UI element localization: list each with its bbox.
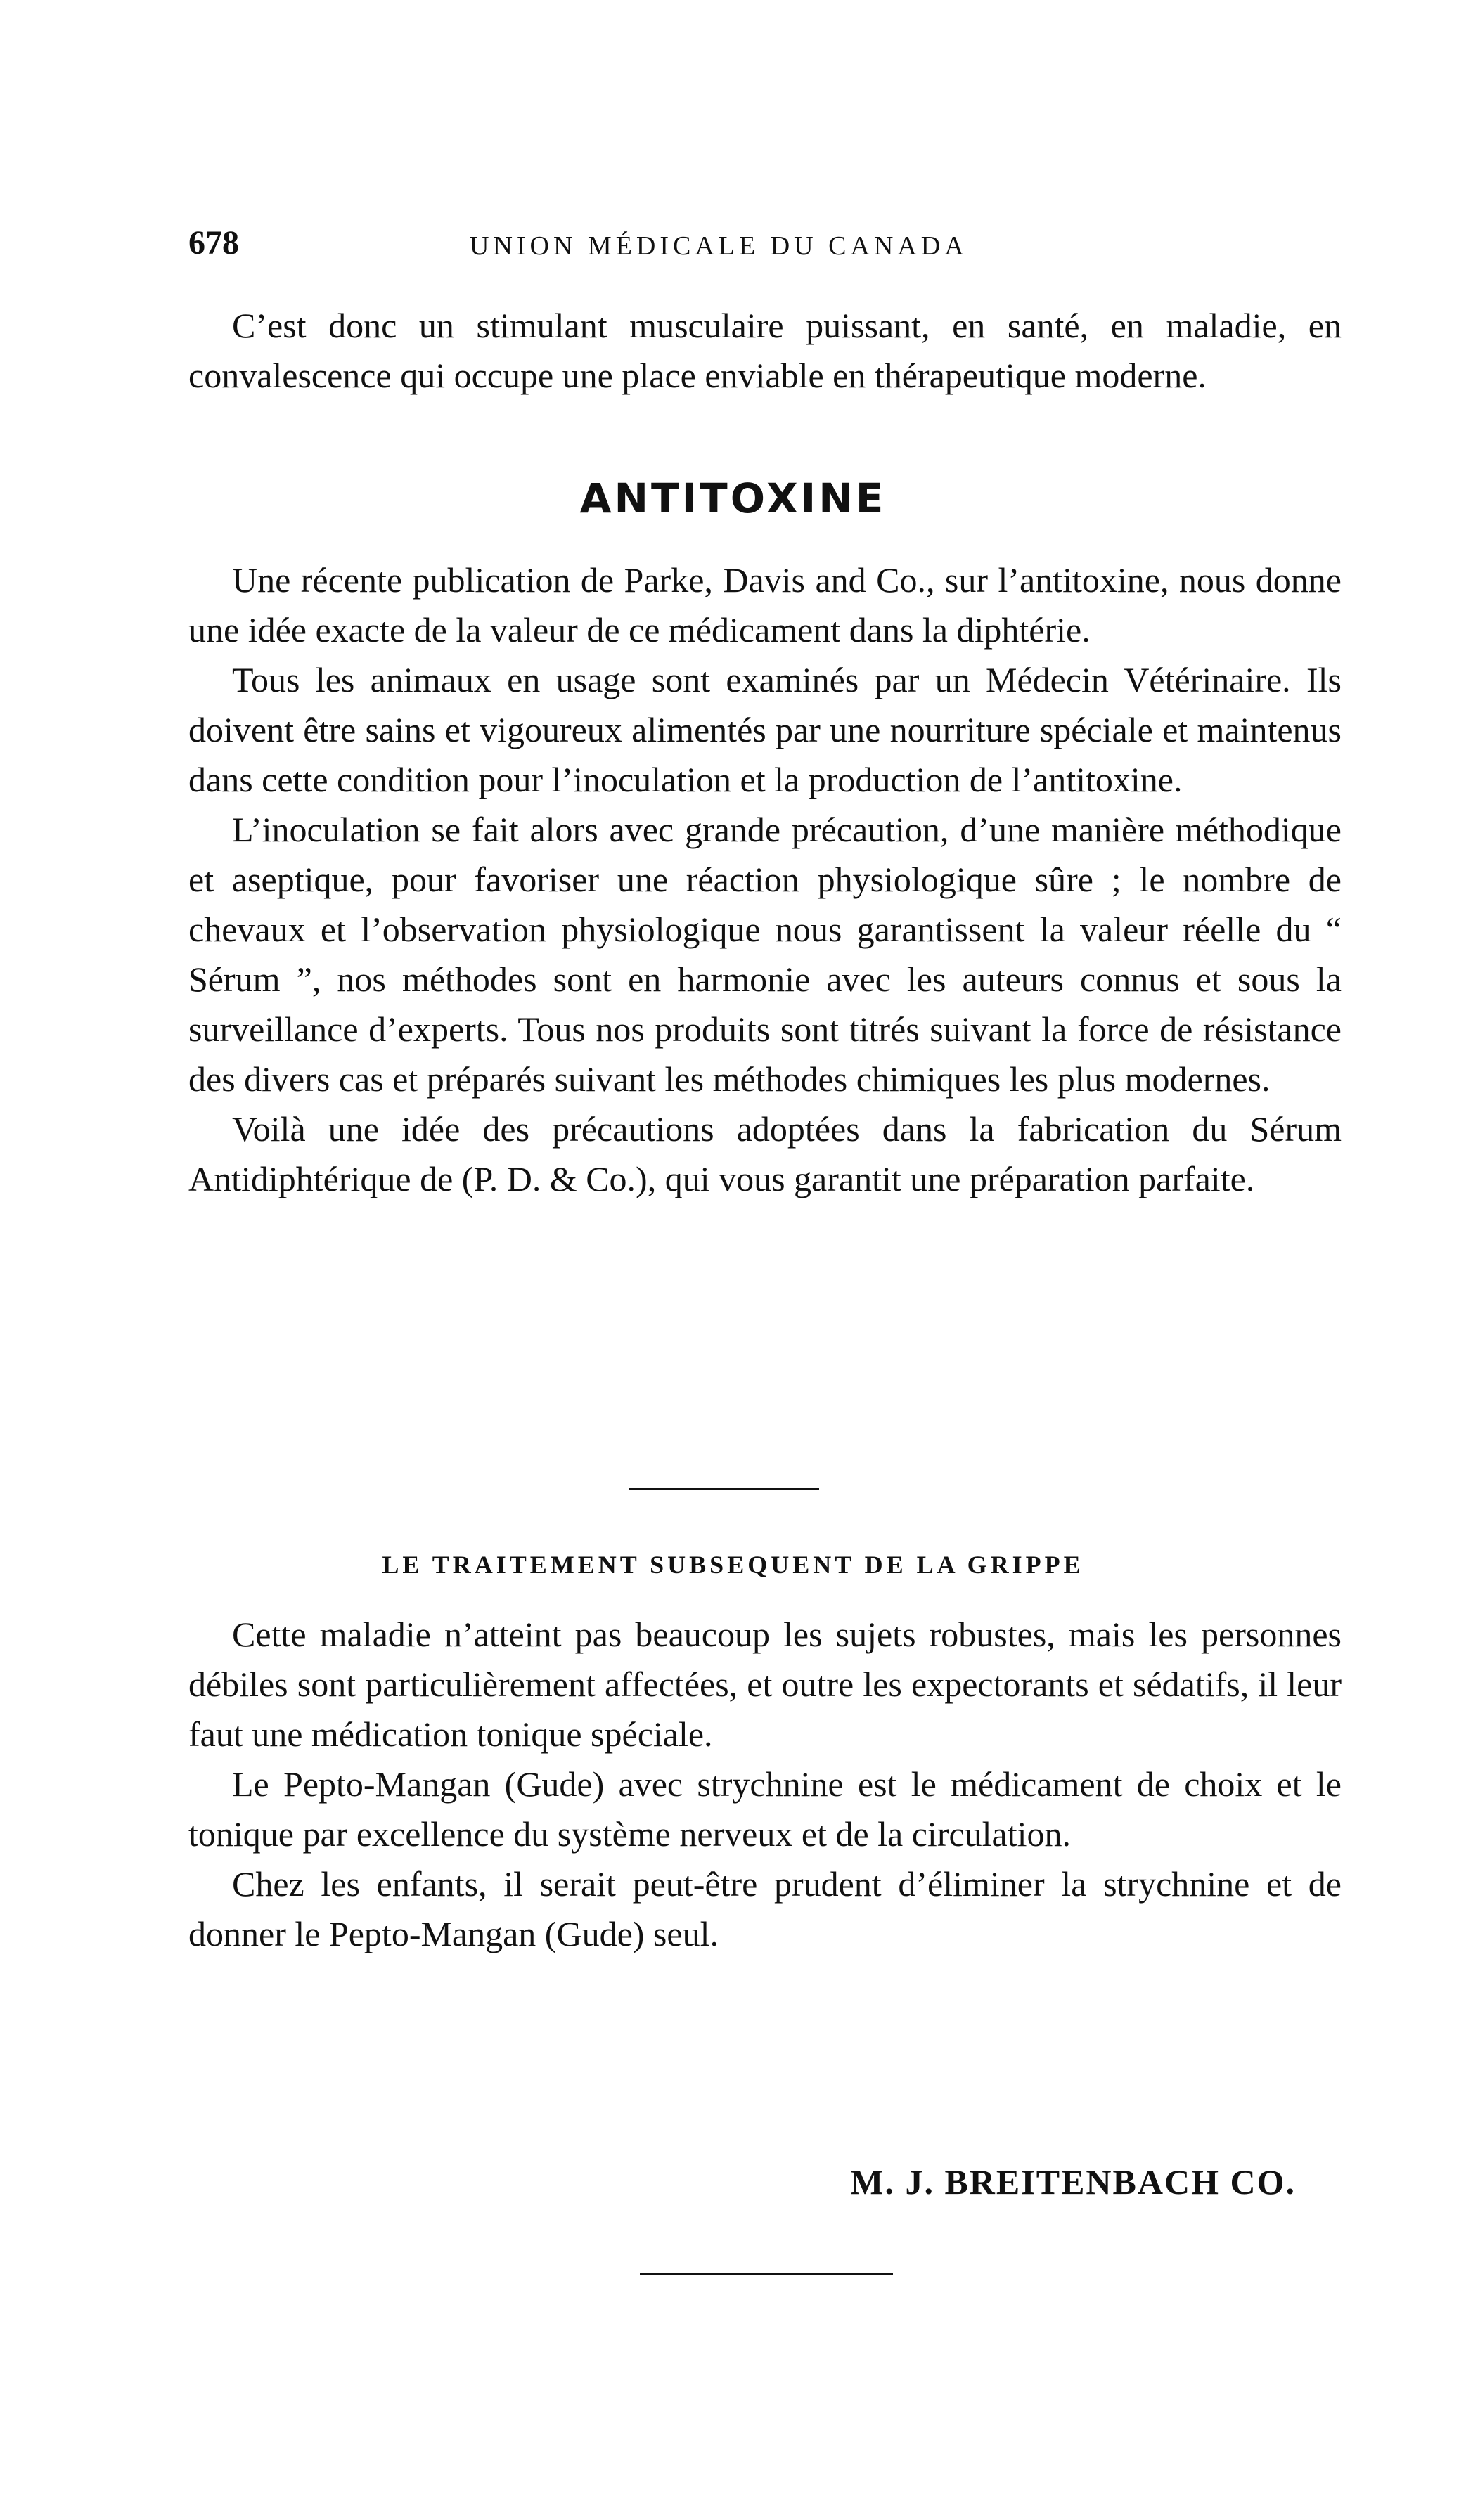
page-number: 678 [188, 224, 239, 261]
antitoxine-paragraph: Tous les animaux en usage sont examinés par un Médecin Vétérinaire. Ils doivent être sains et vigoureux alimentés par une nourriture spéciale et maintenus dans cette condition pour l’inoculation et la production de l’antitoxine. [188, 660, 1342, 799]
grippe-body [188, 1610, 1342, 1959]
section-divider [629, 1488, 819, 1490]
antitoxine-paragraph: Une récente publication de Parke, Davis and Co., sur l’antitoxine, nous donne une idée exacte de la valeur de ce médicament dans la diphtérie. [188, 560, 1342, 650]
intro-block [188, 301, 1342, 401]
section-title-antitoxine: ANTITOXINE [579, 474, 887, 522]
antitoxine-body [188, 555, 1342, 1204]
grippe-paragraph: Cette maladie n’atteint pas beaucoup les sujets robustes, mais les personnes débiles sont particulièrement affectées, et outre les expectorants et sédatifs, il leur faut une médication tonique spéciale. [188, 1615, 1342, 1754]
signature: M. J. BREITENBACH CO. [850, 2162, 1296, 2202]
end-divider [640, 2273, 893, 2275]
running-head: UNION MÉDICALE DU CANADA [470, 231, 968, 261]
antitoxine-paragraph: Voilà une idée des précautions adoptées dans la fabrication du Sérum Antidiphtérique de (P. D. & Co.), qui vous garantit une préparation parfaite. [188, 1109, 1342, 1198]
intro-paragraph: C’est donc un stimulant musculaire puissant, en santé, en maladie, en convalescence qui occupe une place enviable en thérapeutique moderne. [188, 306, 1342, 395]
grippe-paragraph: Le Pepto-Mangan (Gude) avec strychnine est le médicament de choix et le tonique par excellence du système nerveux et de la circulation. [188, 1764, 1342, 1854]
page-header [188, 224, 1356, 266]
grippe-paragraph: Chez les enfants, il serait peut-être prudent d’éliminer la strychnine et de donner le Pepto-Mangan (Gude) seul. [188, 1864, 1342, 1953]
section-title-grippe: LE TRAITEMENT SUBSEQUENT DE LA GRIPPE [382, 1551, 1084, 1579]
antitoxine-paragraph: L’inoculation se fait alors avec grande précaution, d’une manière méthodique et aseptique, pour favoriser une réaction physiologique sûre ; le nombre de chevaux et l’observation physiologique nous garantissent la valeur réelle du “ Sérum ”, nos méthodes sont en harmonie avec les auteurs connus et sous la surveillance d’experts. Tous nos produits sont titrés suivant la force de résistance des divers cas et préparés suivant les méthodes chimiques les plus modernes. [188, 810, 1342, 1099]
